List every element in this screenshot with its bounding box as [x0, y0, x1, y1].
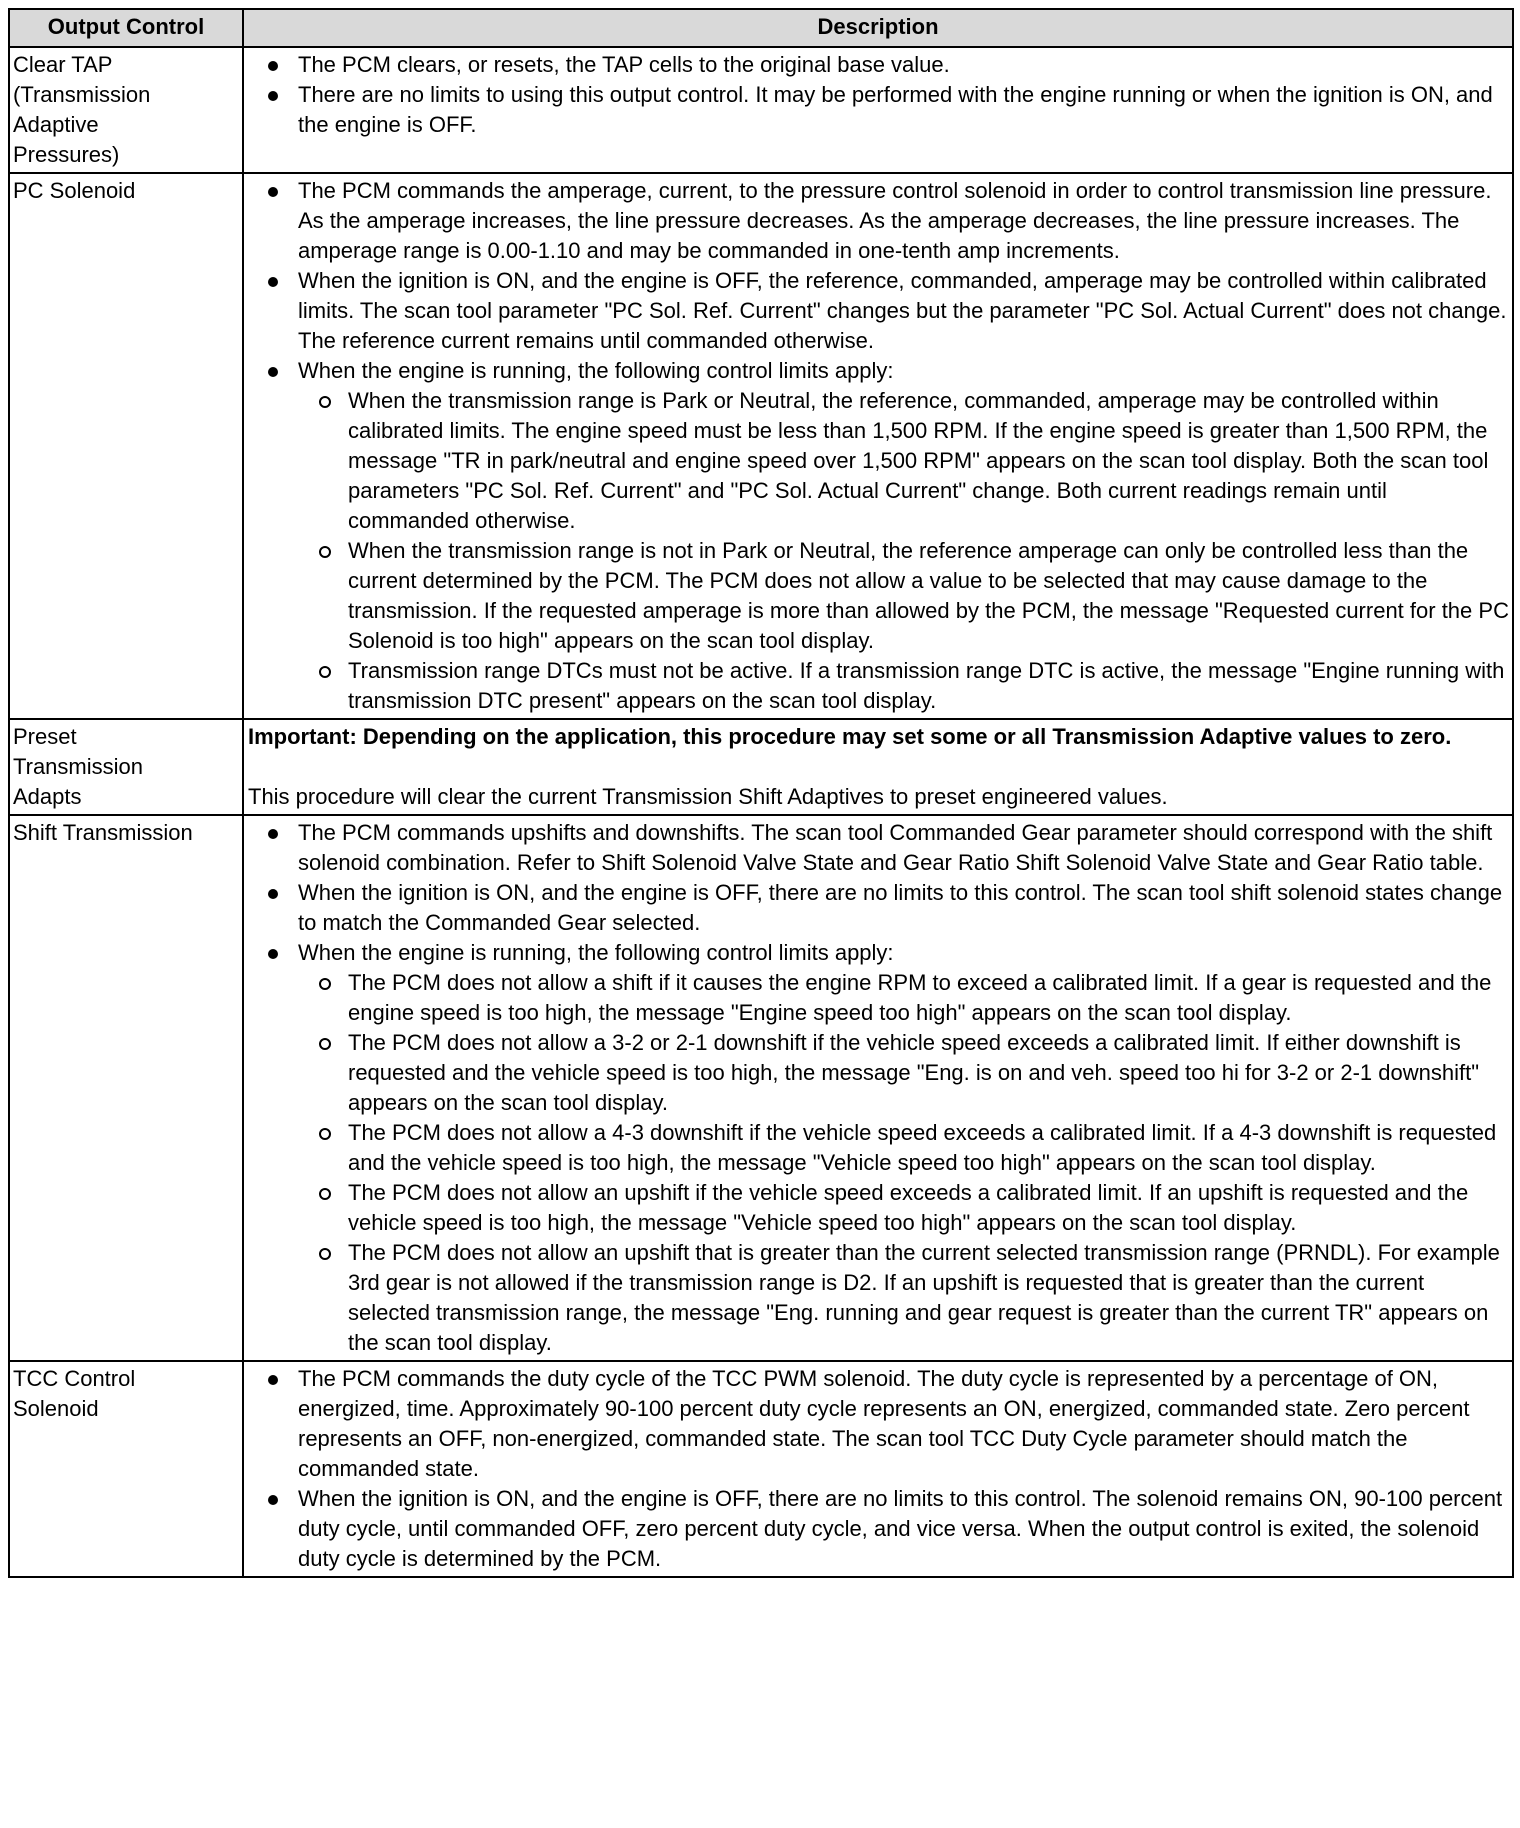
description-cell [243, 815, 1513, 1361]
bullet-item [248, 938, 1510, 1358]
bullet-item: When the ignition is ON, and the engine is OFF, the reference, commanded, amperage may be controlled within calibrated limits. The scan tool parameter "PC Sol. Ref. Current" changes but the parameter "PC Sol. Actual Current" does not change. The reference current remains until commanded otherwise. [248, 266, 1510, 356]
output-control-cell [9, 1361, 243, 1577]
bullet-list [248, 1364, 1510, 1574]
important-note: Important: Depending on the application, this procedure may set some or all Transmission Adaptive values to zero. [248, 724, 1452, 749]
sub-bullet-item: The PCM does not allow a shift if it causes the engine RPM to exceed a calibrated limit. If a gear is requested and the engine speed is too high, the message "Engine speed too high" appears on the scan tool display. [298, 968, 1510, 1028]
output-control-cell [9, 173, 243, 719]
bullet-item: There are no limits to using this output control. It may be performed with the engine running or when the ignition is ON, and the engine is OFF. [248, 80, 1510, 140]
control-name-line: Adapts [13, 784, 82, 809]
header-row [9, 9, 1513, 47]
bullet-item: When the ignition is ON, and the engine is OFF, there are no limits to this control. The solenoid remains ON, 90-100 percent duty cycle, until commanded OFF, zero percent duty cycle, and vice versa. When the output control is exited, the solenoid duty cycle is determined by the PCM. [248, 1484, 1510, 1574]
sub-bullet-list [298, 386, 1510, 716]
output-control-cell [9, 815, 243, 1361]
sub-bullet-item: When the transmission range is Park or Neutral, the reference, commanded, amperage may be controlled within calibrated limits. The engine speed must be less than 1,500 RPM. If the engine speed is greater than 1,500 RPM, the message "TR in park/neutral and engine speed over 1,500 RPM" appears on the scan tool display. Both the scan tool parameters "PC Sol. Ref. Current" and "PC Sol. Actual Current" change. Both current readings remain until commanded otherwise. [298, 386, 1510, 536]
sub-bullet-item: The PCM does not allow an upshift that is greater than the current selected transmission range (PRNDL). For example 3rd gear is not allowed if the transmission range is D2. If an upshift is requested that is greater than the current selected transmission range, the message "Eng. running and gear request is greater than the current TR" appears on the scan tool display. [298, 1238, 1510, 1358]
bullet-item: The PCM commands upshifts and downshifts. The scan tool Commanded Gear parameter should correspond with the shift solenoid combination. Refer to Shift Solenoid Valve State and Gear Ratio Shift Solenoid Valve State and Gear Ratio table. [248, 818, 1510, 878]
bullet-list [248, 50, 1510, 140]
sub-bullet-item: The PCM does not allow a 4-3 downshift if the vehicle speed exceeds a calibrated limit. If a 4-3 downshift is requested and the vehicle speed is too high, the message "Vehicle speed too high" appears on the scan tool display. [298, 1118, 1510, 1178]
bullet-text: When the engine is running, the following control limits apply: [298, 358, 894, 383]
bullet-item: The PCM clears, or resets, the TAP cells to the original base value. [248, 50, 1510, 80]
bullet-text: When the engine is running, the following control limits apply: [298, 940, 894, 965]
header-description: Description [243, 9, 1513, 47]
control-name-line: TCC Control [13, 1366, 136, 1391]
control-name-line: Clear TAP [13, 52, 113, 77]
header-output-control: Output Control [9, 9, 243, 47]
bullet-item [248, 356, 1510, 716]
control-name-line: Shift Transmission [13, 820, 193, 845]
description-paragraph: This procedure will clear the current Transmission Shift Adaptives to preset engineered values. [248, 784, 1168, 809]
control-name-line: (Transmission [13, 82, 151, 107]
control-name-line: Preset [13, 724, 77, 749]
description-cell [243, 1361, 1513, 1577]
output-control-table [8, 8, 1514, 1578]
table-row [9, 173, 1513, 719]
sub-bullet-item: Transmission range DTCs must not be active. If a transmission range DTC is active, the message "Engine running with transmission DTC present" appears on the scan tool display. [298, 656, 1510, 716]
description-cell [243, 47, 1513, 173]
control-name-line: Solenoid [13, 1396, 99, 1421]
control-name-line: Pressures) [13, 142, 120, 167]
paragraph-spacer [248, 752, 1510, 782]
sub-bullet-item: The PCM does not allow a 3-2 or 2-1 downshift if the vehicle speed exceeds a calibrated limit. If either downshift is requested and the vehicle speed is too high, the message "Eng. is on and veh. speed too hi for 3-2 or 2-1 downshift" appears on the scan tool display. [298, 1028, 1510, 1118]
control-name-line: Transmission [13, 754, 143, 779]
bullet-list [248, 176, 1510, 716]
description-cell [243, 173, 1513, 719]
control-name-line: PC Solenoid [13, 178, 136, 203]
table-row [9, 1361, 1513, 1577]
output-control-cell [9, 719, 243, 815]
description-cell [243, 719, 1513, 815]
sub-bullet-list [298, 968, 1510, 1358]
sub-bullet-item: The PCM does not allow an upshift if the vehicle speed exceeds a calibrated limit. If an upshift is requested and the vehicle speed is too high, the message "Vehicle speed too high" appears on the scan tool display. [298, 1178, 1510, 1238]
bullet-list [248, 818, 1510, 1358]
bullet-item: The PCM commands the amperage, current, to the pressure control solenoid in order to control transmission line pressure. As the amperage increases, the line pressure decreases. As the amperage decreases, the line pressure increases. The amperage range is 0.00-1.10 and may be commanded in one-tenth amp increments. [248, 176, 1510, 266]
control-name-line: Adaptive [13, 112, 99, 137]
table-row [9, 719, 1513, 815]
table-row [9, 815, 1513, 1361]
bullet-item: When the ignition is ON, and the engine is OFF, there are no limits to this control. The scan tool shift solenoid states change to match the Commanded Gear selected. [248, 878, 1510, 938]
table-row [9, 47, 1513, 173]
output-control-cell [9, 47, 243, 173]
bullet-item: The PCM commands the duty cycle of the TCC PWM solenoid. The duty cycle is represented by a percentage of ON, energized, time. Approximately 90-100 percent duty cycle represents an ON, energized, commanded state. Zero percent represents an OFF, non-energized, commanded state. The scan tool TCC Duty Cycle parameter should match the commanded state. [248, 1364, 1510, 1484]
sub-bullet-item: When the transmission range is not in Park or Neutral, the reference amperage can only be controlled less than the current determined by the PCM. The PCM does not allow a value to be selected that may cause damage to the transmission. If the requested amperage is more than allowed by the PCM, the message "Requested current for the PC Solenoid is too high" appears on the scan tool display. [298, 536, 1510, 656]
